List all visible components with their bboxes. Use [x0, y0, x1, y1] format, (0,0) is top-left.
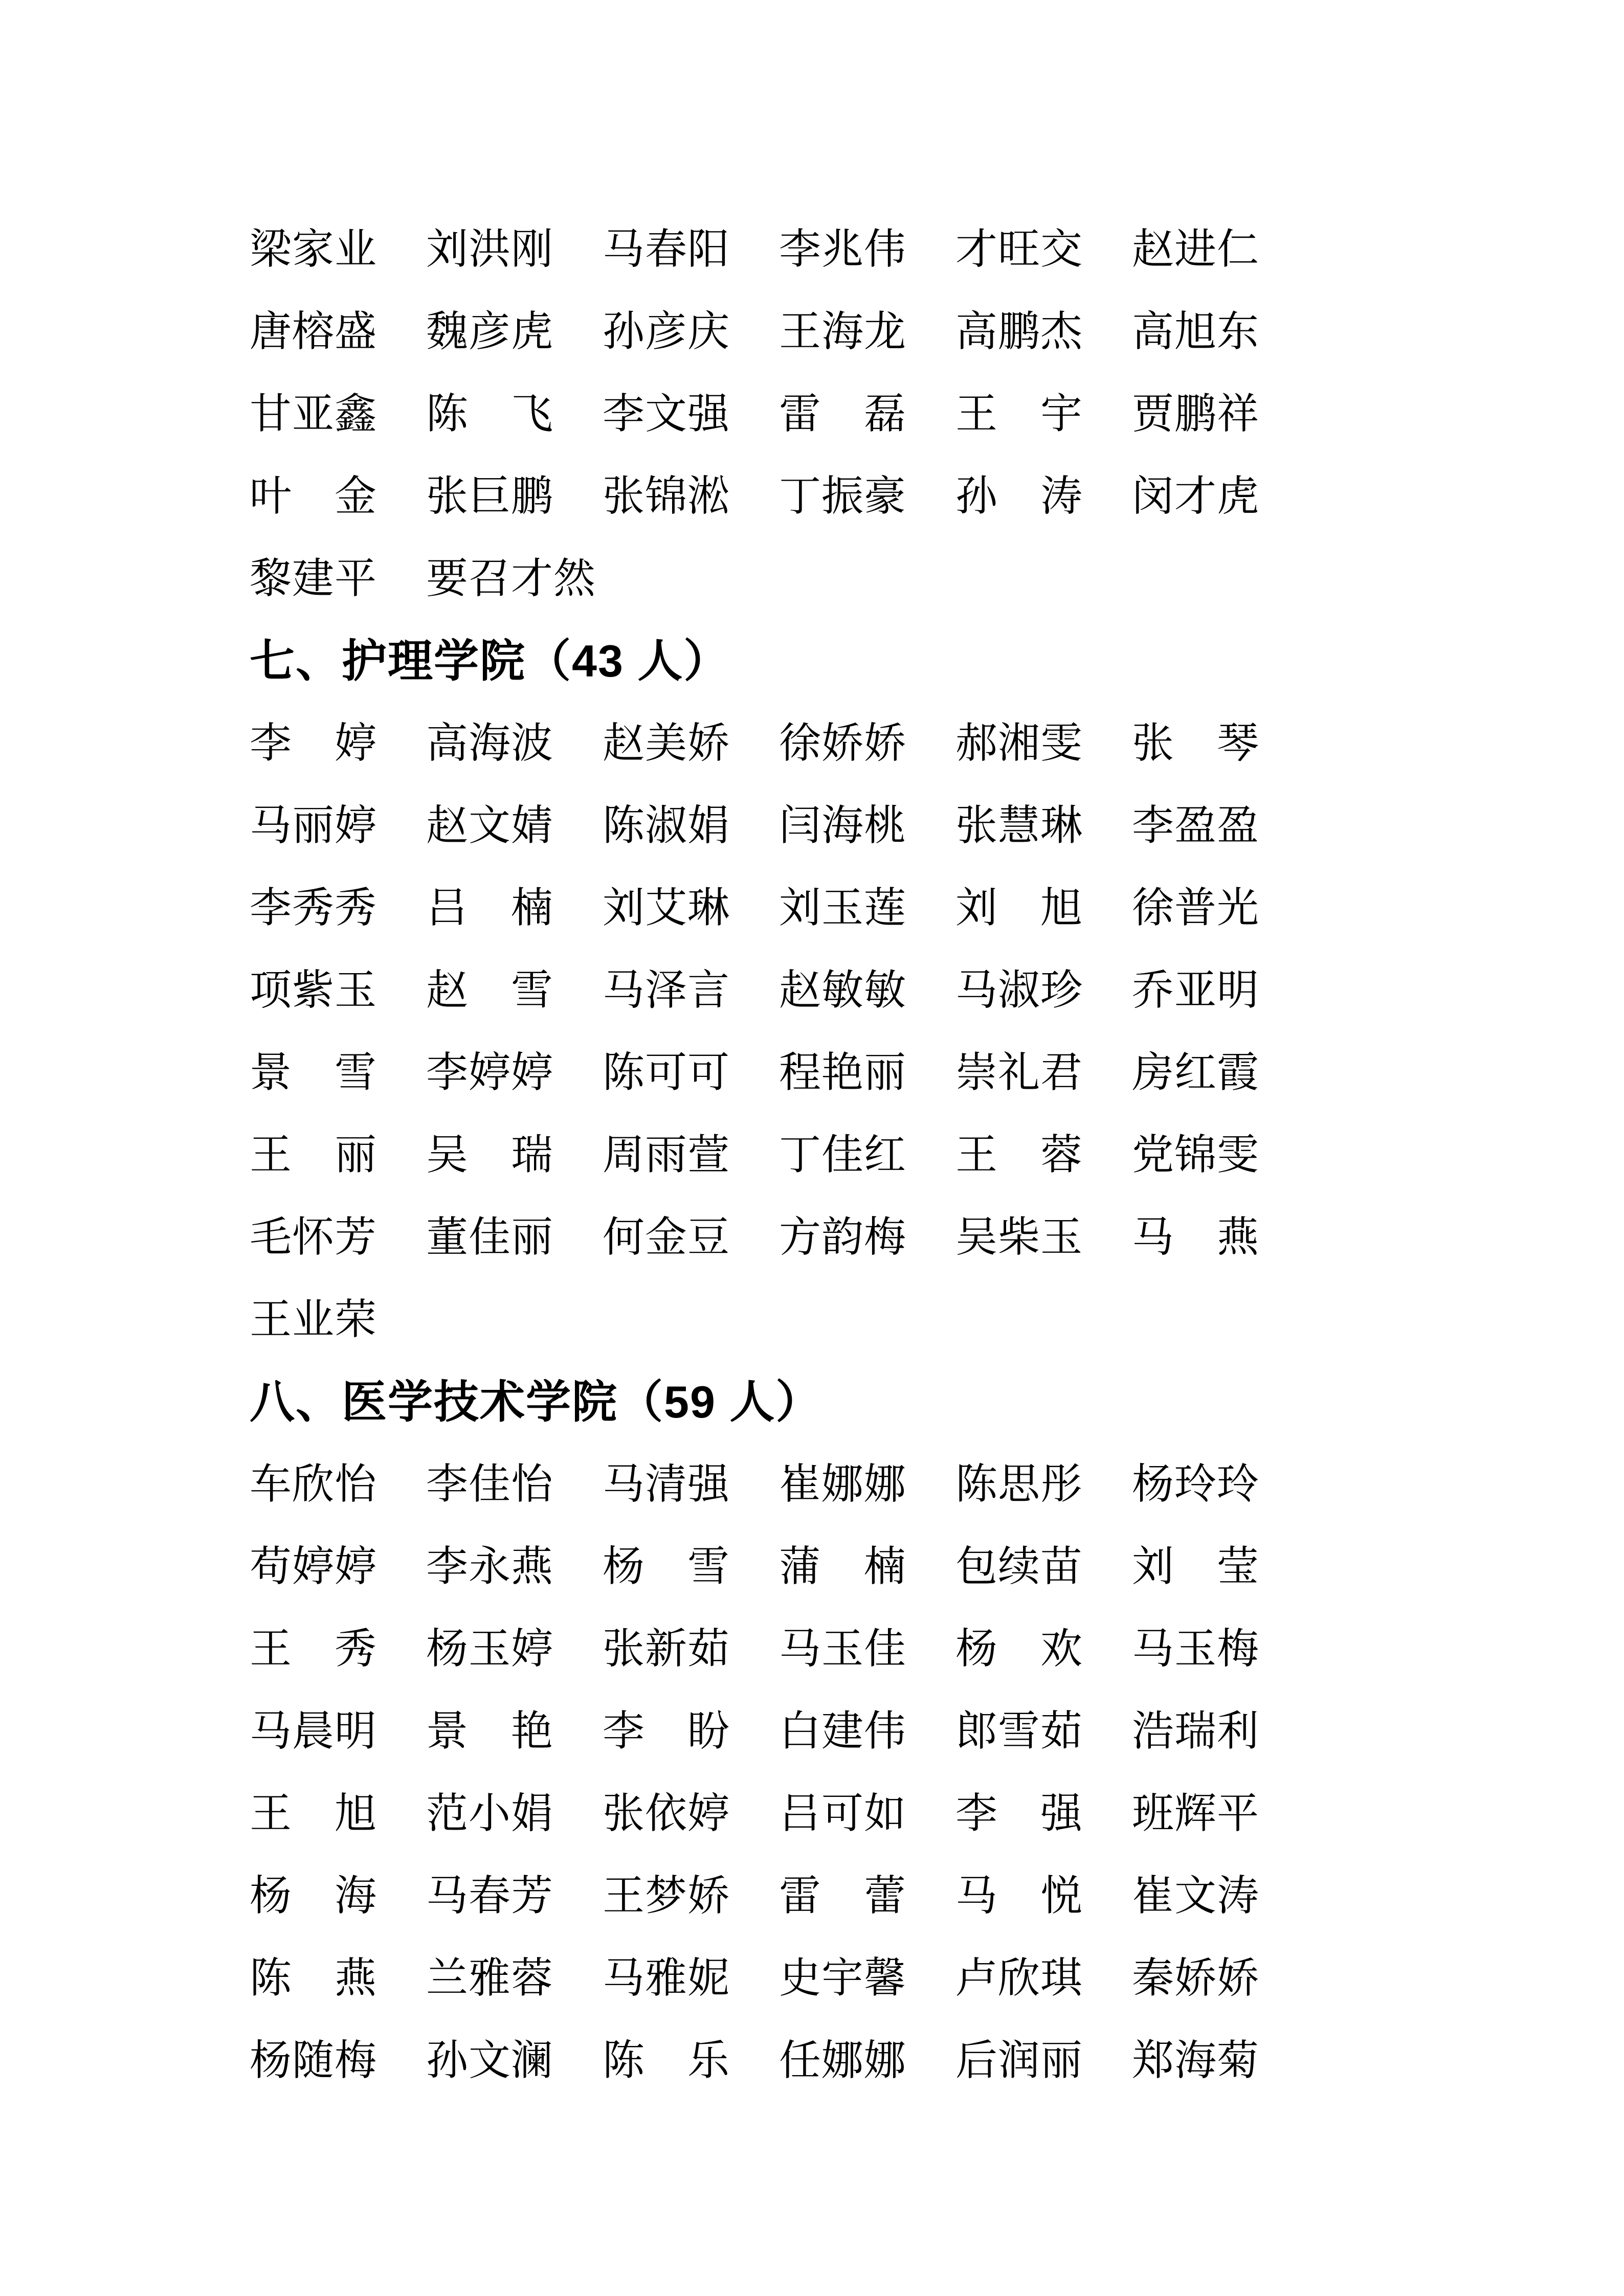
name-cell: 要召才然: [426, 555, 596, 602]
name-cell: 徐普光: [1132, 885, 1260, 931]
name-cell: 刘艾琳: [603, 885, 730, 931]
name-cell: 吕 楠: [426, 885, 554, 931]
name-cell: 孙 涛: [955, 473, 1083, 520]
document-content: [250, 205, 1624, 2098]
name-cell: 陈 乐: [603, 2037, 730, 2084]
name-row: [250, 1604, 1624, 1686]
name-row: [250, 1522, 1624, 1604]
name-row: [250, 1851, 1624, 1933]
name-cell: 范小娟: [426, 1790, 554, 1837]
name-cell: 车欣怡: [250, 1461, 377, 1507]
name-cell: 刘洪刚: [426, 226, 554, 273]
name-cell: 杨 海: [250, 1873, 377, 1919]
name-row: [250, 1933, 1624, 2016]
name-cell: 毛怀芳: [250, 1214, 377, 1260]
name-cell: 王 旭: [250, 1790, 377, 1837]
name-cell: 赵 雪: [426, 967, 554, 1014]
name-cell: 贾鹏祥: [1132, 391, 1260, 437]
name-cell: 吴柴玉: [955, 1214, 1083, 1260]
name-cell: 王梦娇: [603, 1873, 730, 1919]
name-cell: 马雅妮: [603, 1955, 730, 2001]
name-cell: 张巨鹏: [426, 473, 554, 520]
name-cell: 王 丽: [250, 1132, 377, 1178]
name-cell: 闫海桃: [779, 802, 907, 849]
name-cell: 唐榕盛: [250, 308, 377, 355]
name-cell: 董佳丽: [426, 1214, 554, 1260]
name-cell: 高旭东: [1132, 308, 1260, 355]
name-cell: 项紫玉: [250, 967, 377, 1014]
name-cell: 何金豆: [603, 1214, 730, 1260]
name-cell: 雷 磊: [779, 391, 907, 437]
name-cell: 赵美娇: [603, 720, 730, 767]
name-cell: 马春阳: [603, 226, 730, 273]
name-cell: 丁佳红: [779, 1132, 907, 1178]
name-row: [250, 1110, 1624, 1192]
name-cell: 史宇馨: [779, 1955, 907, 2001]
name-cell: 卢欣琪: [955, 1955, 1083, 2001]
name-row: [250, 781, 1624, 863]
name-cell: 陈 飞: [426, 391, 554, 437]
name-cell: 王 蓉: [955, 1132, 1083, 1178]
name-row: [250, 452, 1624, 534]
name-cell: 班辉平: [1132, 1790, 1260, 1837]
name-cell: 陈淑娟: [603, 802, 730, 849]
name-row: [250, 369, 1624, 452]
name-row: [250, 1686, 1624, 1769]
name-cell: 房红霞: [1132, 1049, 1260, 1096]
name-cell: 马 悦: [955, 1873, 1083, 1919]
name-cell: 王 秀: [250, 1626, 377, 1672]
name-cell: 崔娜娜: [779, 1461, 907, 1507]
name-cell: 徐娇娇: [779, 720, 907, 767]
name-cell: 蒲 楠: [779, 1543, 907, 1590]
name-row: [250, 1275, 1624, 1357]
name-cell: 程艳丽: [779, 1049, 907, 1096]
name-cell: 甘亚鑫: [250, 391, 377, 437]
name-cell: 高海波: [426, 720, 554, 767]
name-cell: 马淑珍: [955, 967, 1083, 1014]
name-cell: 李兆伟: [779, 226, 907, 273]
name-cell: 崔文涛: [1132, 1873, 1260, 1919]
name-cell: 秦娇娇: [1132, 1955, 1260, 2001]
name-cell: 梁家业: [250, 226, 377, 273]
name-cell: 乔亚明: [1132, 967, 1260, 1014]
name-cell: 任娜娜: [779, 2037, 907, 2084]
name-cell: 兰雅蓉: [426, 1955, 554, 2001]
name-row: [250, 1439, 1624, 1522]
name-cell: 李 盼: [603, 1708, 730, 1754]
name-cell: 魏彦虎: [426, 308, 554, 355]
name-cell: 雷 蕾: [779, 1873, 907, 1919]
name-cell: 杨随梅: [250, 2037, 377, 2084]
name-cell: 马丽婷: [250, 802, 377, 849]
section-header: 八、医学技术学院（59 人）: [250, 1376, 822, 1427]
name-cell: 杨玉婷: [426, 1626, 554, 1672]
name-cell: 刘玉莲: [779, 885, 907, 931]
name-cell: 杨玲玲: [1132, 1461, 1260, 1507]
name-cell: 孙文澜: [426, 2037, 554, 2084]
section-header: 七、护理学院（43 人）: [250, 635, 730, 686]
name-cell: 张锦淞: [603, 473, 730, 520]
name-row: [250, 699, 1624, 781]
name-cell: 张 琴: [1132, 720, 1260, 767]
name-cell: 方韵梅: [779, 1214, 907, 1260]
name-cell: 周雨萱: [603, 1132, 730, 1178]
name-cell: 苟婷婷: [250, 1543, 377, 1590]
name-cell: 杨 雪: [603, 1543, 730, 1590]
name-cell: 张慧琳: [955, 802, 1083, 849]
name-cell: 陈思彤: [955, 1461, 1083, 1507]
name-cell: 杨 欢: [955, 1626, 1083, 1672]
name-cell: 李文强: [603, 391, 730, 437]
name-row: [250, 287, 1624, 369]
name-cell: 李婷婷: [426, 1049, 554, 1096]
name-row: [250, 1028, 1624, 1110]
name-cell: 马玉梅: [1132, 1626, 1260, 1672]
name-cell: 才旺交: [955, 226, 1083, 273]
name-cell: 张新茹: [603, 1626, 730, 1672]
name-row: [250, 205, 1624, 287]
name-cell: 郎雪茹: [955, 1708, 1083, 1754]
name-cell: 马清强: [603, 1461, 730, 1507]
name-cell: 郑海菊: [1132, 2037, 1260, 2084]
name-cell: 马泽言: [603, 967, 730, 1014]
name-cell: 浩瑞利: [1132, 1708, 1260, 1754]
name-cell: 王业荣: [250, 1296, 377, 1343]
name-cell: 白建伟: [779, 1708, 907, 1754]
name-cell: 李佳怡: [426, 1461, 554, 1507]
name-cell: 马晨明: [250, 1708, 377, 1754]
name-cell: 赵进仁: [1132, 226, 1260, 273]
name-cell: 赵敏敏: [779, 967, 907, 1014]
name-cell: 崇礼君: [955, 1049, 1083, 1096]
name-cell: 李 强: [955, 1790, 1083, 1837]
name-cell: 王海龙: [779, 308, 907, 355]
name-cell: 陈 燕: [250, 1955, 377, 2001]
name-cell: 闵才虎: [1132, 473, 1260, 520]
name-cell: 包续苗: [955, 1543, 1083, 1590]
name-cell: 景 雪: [250, 1049, 377, 1096]
name-cell: 陈可可: [603, 1049, 730, 1096]
name-cell: 马 燕: [1132, 1214, 1260, 1260]
name-row: [250, 534, 1624, 616]
name-cell: 党锦雯: [1132, 1132, 1260, 1178]
name-cell: 孙彦庆: [603, 308, 730, 355]
name-cell: 马玉佳: [779, 1626, 907, 1672]
name-cell: 刘 旭: [955, 885, 1083, 931]
name-row: [250, 863, 1624, 946]
name-cell: 叶 金: [250, 473, 377, 520]
name-cell: 张依婷: [603, 1790, 730, 1837]
name-cell: 郝湘雯: [955, 720, 1083, 767]
name-cell: 景 艳: [426, 1708, 554, 1754]
name-row: [250, 2016, 1624, 2098]
name-cell: 王 宇: [955, 391, 1083, 437]
name-cell: 李秀秀: [250, 885, 377, 931]
name-cell: 吴 瑞: [426, 1132, 554, 1178]
name-cell: 赵文婧: [426, 802, 554, 849]
name-cell: 后润丽: [955, 2037, 1083, 2084]
name-cell: 李永燕: [426, 1543, 554, 1590]
name-row: [250, 1769, 1624, 1851]
name-cell: 李盈盈: [1132, 802, 1260, 849]
name-cell: 李 婷: [250, 720, 377, 767]
name-cell: 丁振豪: [779, 473, 907, 520]
name-cell: 高鹏杰: [955, 308, 1083, 355]
name-cell: 吕可如: [779, 1790, 907, 1837]
name-cell: 刘 莹: [1132, 1543, 1260, 1590]
name-row: [250, 1192, 1624, 1275]
name-cell: 黎建平: [250, 555, 377, 602]
name-cell: 马春芳: [426, 1873, 554, 1919]
name-row: [250, 946, 1624, 1028]
